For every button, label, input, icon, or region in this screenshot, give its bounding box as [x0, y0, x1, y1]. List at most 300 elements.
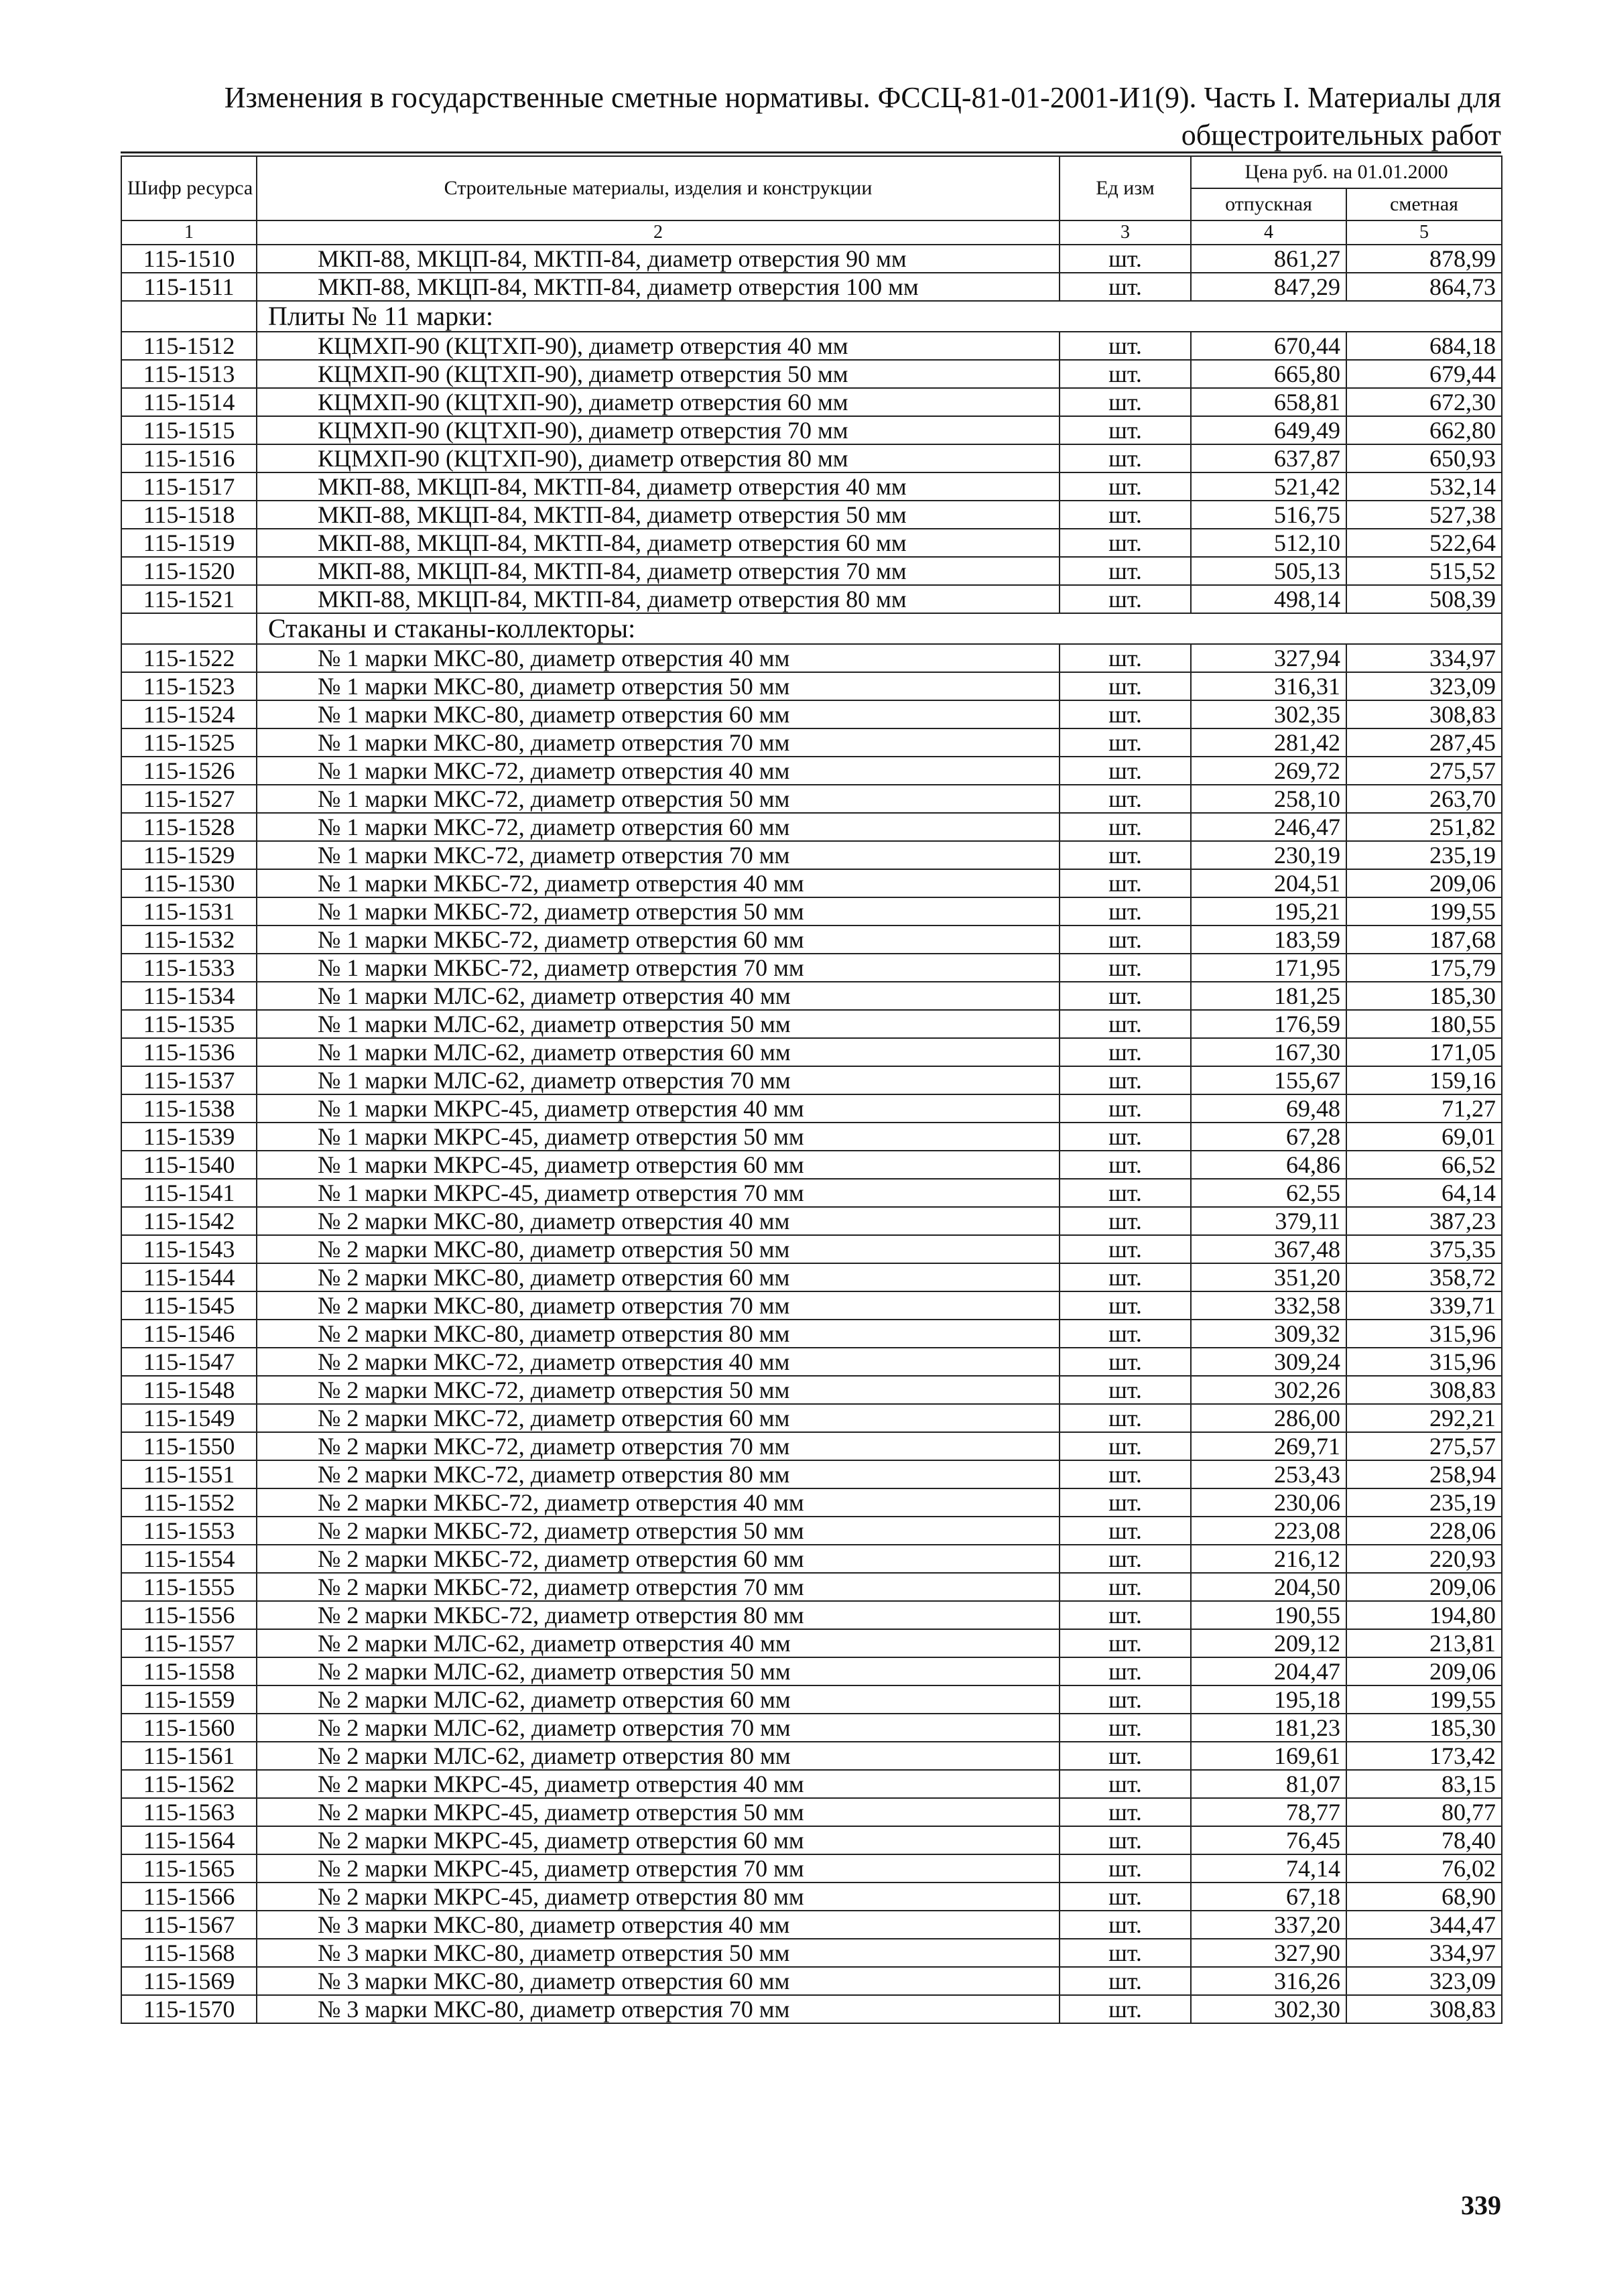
- material-name: № 1 марки МКС-72, диаметр отверстия 40 мм: [257, 757, 1060, 785]
- unit-cell: шт.: [1060, 785, 1191, 813]
- table-row: [121, 1151, 1502, 1179]
- unit-cell: шт.: [1060, 1742, 1191, 1770]
- unit-cell: шт.: [1060, 757, 1191, 785]
- estimate-price: 532,14: [1346, 472, 1502, 501]
- unit-cell: шт.: [1060, 245, 1191, 273]
- resource-code: 115-1511: [121, 273, 257, 301]
- release-price: 67,28: [1191, 1123, 1346, 1151]
- column-header-estimate: сметная: [1346, 188, 1502, 220]
- table-row: [121, 644, 1502, 672]
- unit-cell: шт.: [1060, 700, 1191, 728]
- material-name: КЦМХП-90 (КЦТХП-90), диаметр отверстия 40 мм: [257, 332, 1060, 360]
- unit-cell: шт.: [1060, 1066, 1191, 1094]
- material-name: № 1 марки МЛС-62, диаметр отверстия 40 мм: [257, 982, 1060, 1010]
- estimate-price: 199,55: [1346, 1685, 1502, 1714]
- material-name: № 3 марки МКС-80, диаметр отверстия 40 мм: [257, 1911, 1060, 1939]
- estimate-price: 375,35: [1346, 1235, 1502, 1263]
- material-name: № 1 марки МКРС-45, диаметр отверстия 60 мм: [257, 1151, 1060, 1179]
- header-line-1: Изменения в государственные сметные нормативы. ФССЦ-81-01-2001-И1(9). Часть I. Материалы для: [224, 81, 1501, 114]
- table-row: [121, 672, 1502, 700]
- resource-code: 115-1537: [121, 1066, 257, 1094]
- section-row: [121, 301, 1502, 332]
- column-number: 5: [1346, 220, 1502, 245]
- material-name: № 2 марки МКБС-72, диаметр отверстия 70 мм: [257, 1573, 1060, 1601]
- table-row: [121, 954, 1502, 982]
- unit-cell: шт.: [1060, 501, 1191, 529]
- price-table: [121, 155, 1502, 2024]
- material-name: № 2 марки МЛС-62, диаметр отверстия 70 мм: [257, 1714, 1060, 1742]
- material-name: № 2 марки МЛС-62, диаметр отверстия 40 мм: [257, 1629, 1060, 1657]
- unit-cell: шт.: [1060, 644, 1191, 672]
- table-row: [121, 728, 1502, 757]
- resource-code: 115-1570: [121, 1995, 257, 2023]
- section-title: Плиты № 11 марки:: [257, 301, 1502, 332]
- material-name: № 1 марки МЛС-62, диаметр отверстия 60 мм: [257, 1038, 1060, 1066]
- material-name: № 1 марки МКРС-45, диаметр отверстия 70 мм: [257, 1179, 1060, 1207]
- material-name: № 3 марки МКС-80, диаметр отверстия 70 мм: [257, 1995, 1060, 2023]
- unit-cell: шт.: [1060, 1573, 1191, 1601]
- resource-code: 115-1548: [121, 1376, 257, 1404]
- estimate-price: 263,70: [1346, 785, 1502, 813]
- release-price: 512,10: [1191, 529, 1346, 557]
- estimate-price: 83,15: [1346, 1770, 1502, 1798]
- release-price: 183,59: [1191, 926, 1346, 954]
- material-name: № 2 марки МКС-72, диаметр отверстия 40 мм: [257, 1348, 1060, 1376]
- unit-cell: шт.: [1060, 1094, 1191, 1123]
- unit-cell: шт.: [1060, 444, 1191, 472]
- material-name: № 2 марки МКРС-45, диаметр отверстия 70 мм: [257, 1854, 1060, 1883]
- table-row: [121, 1854, 1502, 1883]
- table-body: [121, 245, 1502, 2023]
- table-row: [121, 1432, 1502, 1460]
- estimate-price: 334,97: [1346, 644, 1502, 672]
- table-row: [121, 1967, 1502, 1995]
- release-price: 246,47: [1191, 813, 1346, 841]
- release-price: 74,14: [1191, 1854, 1346, 1883]
- release-price: 230,19: [1191, 841, 1346, 869]
- release-price: 367,48: [1191, 1235, 1346, 1263]
- estimate-price: 71,27: [1346, 1094, 1502, 1123]
- estimate-price: 235,19: [1346, 1488, 1502, 1517]
- resource-code: 115-1544: [121, 1263, 257, 1291]
- release-price: 658,81: [1191, 388, 1346, 416]
- table-row: [121, 1517, 1502, 1545]
- material-name: КЦМХП-90 (КЦТХП-90), диаметр отверстия 60 мм: [257, 388, 1060, 416]
- table-row: [121, 1995, 1502, 2023]
- material-name: МКП-88, МКЦП-84, МКТП-84, диаметр отверстия 90 мм: [257, 245, 1060, 273]
- material-name: № 2 марки МКРС-45, диаметр отверстия 80 мм: [257, 1883, 1060, 1911]
- header-rule: [121, 151, 1501, 153]
- table-row: [121, 557, 1502, 585]
- unit-cell: шт.: [1060, 672, 1191, 700]
- table-row: [121, 501, 1502, 529]
- resource-code: 115-1521: [121, 585, 257, 613]
- release-price: 302,35: [1191, 700, 1346, 728]
- release-price: 258,10: [1191, 785, 1346, 813]
- material-name: № 2 марки МКС-80, диаметр отверстия 50 мм: [257, 1235, 1060, 1263]
- resource-code: 115-1569: [121, 1967, 257, 1995]
- unit-cell: шт.: [1060, 1657, 1191, 1685]
- unit-cell: шт.: [1060, 954, 1191, 982]
- material-name: МКП-88, МКЦП-84, МКТП-84, диаметр отверстия 50 мм: [257, 501, 1060, 529]
- resource-code: 115-1561: [121, 1742, 257, 1770]
- material-name: № 1 марки МКС-72, диаметр отверстия 50 мм: [257, 785, 1060, 813]
- material-name: № 2 марки МКС-72, диаметр отверстия 50 мм: [257, 1376, 1060, 1404]
- resource-code: 115-1538: [121, 1094, 257, 1123]
- resource-code: 115-1529: [121, 841, 257, 869]
- section-code-cell: [121, 613, 257, 644]
- estimate-price: 185,30: [1346, 982, 1502, 1010]
- estimate-price: 76,02: [1346, 1854, 1502, 1883]
- table-row: [121, 1573, 1502, 1601]
- resource-code: 115-1546: [121, 1320, 257, 1348]
- estimate-price: 199,55: [1346, 897, 1502, 926]
- release-price: 337,20: [1191, 1911, 1346, 1939]
- estimate-price: 66,52: [1346, 1151, 1502, 1179]
- resource-code: 115-1564: [121, 1826, 257, 1854]
- release-price: 181,25: [1191, 982, 1346, 1010]
- column-header-release: отпускная: [1191, 188, 1346, 220]
- material-name: № 1 марки МКРС-45, диаметр отверстия 50 мм: [257, 1123, 1060, 1151]
- unit-cell: шт.: [1060, 1038, 1191, 1066]
- table-row: [121, 1376, 1502, 1404]
- resource-code: 115-1560: [121, 1714, 257, 1742]
- estimate-price: 185,30: [1346, 1714, 1502, 1742]
- unit-cell: шт.: [1060, 982, 1191, 1010]
- unit-cell: шт.: [1060, 472, 1191, 501]
- table-row: [121, 1094, 1502, 1123]
- estimate-price: 308,83: [1346, 1995, 1502, 2023]
- table-row: [121, 700, 1502, 728]
- column-header-price-group: Цена руб. на 01.01.2000: [1191, 156, 1502, 188]
- table-row: [121, 785, 1502, 813]
- release-price: 269,71: [1191, 1432, 1346, 1460]
- unit-cell: шт.: [1060, 1291, 1191, 1320]
- release-price: 332,58: [1191, 1291, 1346, 1320]
- release-price: 665,80: [1191, 360, 1346, 388]
- material-name: МКП-88, МКЦП-84, МКТП-84, диаметр отверстия 40 мм: [257, 472, 1060, 501]
- table-row: [121, 1657, 1502, 1685]
- unit-cell: шт.: [1060, 1629, 1191, 1657]
- resource-code: 115-1557: [121, 1629, 257, 1657]
- release-price: 327,90: [1191, 1939, 1346, 1967]
- table-row: [121, 1939, 1502, 1967]
- table-row: [121, 529, 1502, 557]
- unit-cell: шт.: [1060, 1263, 1191, 1291]
- material-name: № 2 марки МКРС-45, диаметр отверстия 50 мм: [257, 1798, 1060, 1826]
- estimate-price: 80,77: [1346, 1798, 1502, 1826]
- unit-cell: шт.: [1060, 1376, 1191, 1404]
- unit-cell: шт.: [1060, 897, 1191, 926]
- resource-code: 115-1558: [121, 1657, 257, 1685]
- material-name: № 2 марки МКС-80, диаметр отверстия 60 мм: [257, 1263, 1060, 1291]
- resource-code: 115-1519: [121, 529, 257, 557]
- unit-cell: шт.: [1060, 1151, 1191, 1179]
- resource-code: 115-1559: [121, 1685, 257, 1714]
- material-name: № 1 марки МКС-72, диаметр отверстия 70 мм: [257, 841, 1060, 869]
- resource-code: 115-1563: [121, 1798, 257, 1826]
- estimate-price: 672,30: [1346, 388, 1502, 416]
- resource-code: 115-1514: [121, 388, 257, 416]
- unit-cell: шт.: [1060, 1010, 1191, 1038]
- resource-code: 115-1555: [121, 1573, 257, 1601]
- estimate-price: 334,97: [1346, 1939, 1502, 1967]
- unit-cell: шт.: [1060, 1404, 1191, 1432]
- table-row: [121, 757, 1502, 785]
- estimate-price: 508,39: [1346, 585, 1502, 613]
- unit-cell: шт.: [1060, 869, 1191, 897]
- resource-code: 115-1553: [121, 1517, 257, 1545]
- release-price: 64,86: [1191, 1151, 1346, 1179]
- table-row: [121, 841, 1502, 869]
- table-row: [121, 1742, 1502, 1770]
- release-price: 309,24: [1191, 1348, 1346, 1376]
- resource-code: 115-1524: [121, 700, 257, 728]
- material-name: № 1 марки МКРС-45, диаметр отверстия 40 мм: [257, 1094, 1060, 1123]
- resource-code: 115-1518: [121, 501, 257, 529]
- material-name: № 1 марки МКС-80, диаметр отверстия 60 мм: [257, 700, 1060, 728]
- resource-code: 115-1534: [121, 982, 257, 1010]
- unit-cell: шт.: [1060, 1545, 1191, 1573]
- resource-code: 115-1547: [121, 1348, 257, 1376]
- resource-code: 115-1535: [121, 1010, 257, 1038]
- release-price: 155,67: [1191, 1066, 1346, 1094]
- table-row: [121, 472, 1502, 501]
- estimate-price: 64,14: [1346, 1179, 1502, 1207]
- material-name: № 1 марки МКБС-72, диаметр отверстия 60 мм: [257, 926, 1060, 954]
- material-name: МКП-88, МКЦП-84, МКТП-84, диаметр отверстия 80 мм: [257, 585, 1060, 613]
- estimate-price: 287,45: [1346, 728, 1502, 757]
- unit-cell: шт.: [1060, 1826, 1191, 1854]
- estimate-price: 171,05: [1346, 1038, 1502, 1066]
- resource-code: 115-1568: [121, 1939, 257, 1967]
- material-name: № 2 марки МКС-72, диаметр отверстия 60 мм: [257, 1404, 1060, 1432]
- column-header-unit: Ед изм: [1060, 156, 1191, 220]
- column-number: 4: [1191, 220, 1346, 245]
- estimate-price: 235,19: [1346, 841, 1502, 869]
- estimate-price: 527,38: [1346, 501, 1502, 529]
- estimate-price: 175,79: [1346, 954, 1502, 982]
- estimate-price: 344,47: [1346, 1911, 1502, 1939]
- estimate-price: 323,09: [1346, 1967, 1502, 1995]
- resource-code: 115-1550: [121, 1432, 257, 1460]
- release-price: 316,26: [1191, 1967, 1346, 1995]
- material-name: № 2 марки МКС-72, диаметр отверстия 70 мм: [257, 1432, 1060, 1460]
- resource-code: 115-1566: [121, 1883, 257, 1911]
- unit-cell: шт.: [1060, 273, 1191, 301]
- unit-cell: шт.: [1060, 813, 1191, 841]
- release-price: 181,23: [1191, 1714, 1346, 1742]
- estimate-price: 315,96: [1346, 1348, 1502, 1376]
- resource-code: 115-1515: [121, 416, 257, 444]
- release-price: 302,30: [1191, 1995, 1346, 2023]
- table-row: [121, 897, 1502, 926]
- material-name: № 2 марки МКРС-45, диаметр отверстия 40 мм: [257, 1770, 1060, 1798]
- estimate-price: 173,42: [1346, 1742, 1502, 1770]
- estimate-price: 69,01: [1346, 1123, 1502, 1151]
- unit-cell: шт.: [1060, 1911, 1191, 1939]
- resource-code: 115-1517: [121, 472, 257, 501]
- release-price: 69,48: [1191, 1094, 1346, 1123]
- table-row: [121, 360, 1502, 388]
- release-price: 195,21: [1191, 897, 1346, 926]
- estimate-price: 194,80: [1346, 1601, 1502, 1629]
- table-row: [121, 1066, 1502, 1094]
- estimate-price: 258,94: [1346, 1460, 1502, 1488]
- resource-code: 115-1565: [121, 1854, 257, 1883]
- resource-code: 115-1512: [121, 332, 257, 360]
- table-row: [121, 926, 1502, 954]
- estimate-price: 78,40: [1346, 1826, 1502, 1854]
- release-price: 204,50: [1191, 1573, 1346, 1601]
- unit-cell: шт.: [1060, 728, 1191, 757]
- table-row: [121, 585, 1502, 613]
- estimate-price: 187,68: [1346, 926, 1502, 954]
- unit-cell: шт.: [1060, 529, 1191, 557]
- material-name: МКП-88, МКЦП-84, МКТП-84, диаметр отверстия 100 мм: [257, 273, 1060, 301]
- unit-cell: шт.: [1060, 1685, 1191, 1714]
- unit-cell: шт.: [1060, 1770, 1191, 1798]
- resource-code: 115-1528: [121, 813, 257, 841]
- material-name: № 2 марки МКБС-72, диаметр отверстия 50 мм: [257, 1517, 1060, 1545]
- column-number: 1: [121, 220, 257, 245]
- table-row: [121, 1714, 1502, 1742]
- release-price: 190,55: [1191, 1601, 1346, 1629]
- estimate-price: 220,93: [1346, 1545, 1502, 1573]
- resource-code: 115-1520: [121, 557, 257, 585]
- unit-cell: шт.: [1060, 1939, 1191, 1967]
- material-name: № 2 марки МЛС-62, диаметр отверстия 80 мм: [257, 1742, 1060, 1770]
- resource-code: 115-1532: [121, 926, 257, 954]
- column-number: 3: [1060, 220, 1191, 245]
- resource-code: 115-1562: [121, 1770, 257, 1798]
- estimate-price: 308,83: [1346, 1376, 1502, 1404]
- release-price: 169,61: [1191, 1742, 1346, 1770]
- resource-code: 115-1536: [121, 1038, 257, 1066]
- release-price: 302,26: [1191, 1376, 1346, 1404]
- table-row: [121, 1320, 1502, 1348]
- release-price: 498,14: [1191, 585, 1346, 613]
- unit-cell: шт.: [1060, 1798, 1191, 1826]
- estimate-price: 209,06: [1346, 1657, 1502, 1685]
- material-name: № 2 марки МКБС-72, диаметр отверстия 60 мм: [257, 1545, 1060, 1573]
- unit-cell: шт.: [1060, 1967, 1191, 1995]
- material-name: КЦМХП-90 (КЦТХП-90), диаметр отверстия 80 мм: [257, 444, 1060, 472]
- release-price: 230,06: [1191, 1488, 1346, 1517]
- release-price: 78,77: [1191, 1798, 1346, 1826]
- release-price: 505,13: [1191, 557, 1346, 585]
- resource-code: 115-1542: [121, 1207, 257, 1235]
- unit-cell: шт.: [1060, 360, 1191, 388]
- table-row: [121, 1545, 1502, 1573]
- estimate-price: 387,23: [1346, 1207, 1502, 1235]
- resource-code: 115-1540: [121, 1151, 257, 1179]
- estimate-price: 315,96: [1346, 1320, 1502, 1348]
- release-price: 76,45: [1191, 1826, 1346, 1854]
- unit-cell: шт.: [1060, 1714, 1191, 1742]
- resource-code: 115-1554: [121, 1545, 257, 1573]
- unit-cell: шт.: [1060, 1348, 1191, 1376]
- release-price: 176,59: [1191, 1010, 1346, 1038]
- material-name: № 2 марки МЛС-62, диаметр отверстия 60 мм: [257, 1685, 1060, 1714]
- unit-cell: шт.: [1060, 1488, 1191, 1517]
- material-name: № 1 марки МЛС-62, диаметр отверстия 70 мм: [257, 1066, 1060, 1094]
- estimate-price: 68,90: [1346, 1883, 1502, 1911]
- material-name: № 3 марки МКС-80, диаметр отверстия 60 мм: [257, 1967, 1060, 1995]
- table-row: [121, 273, 1502, 301]
- material-name: № 3 марки МКС-80, диаметр отверстия 50 мм: [257, 1939, 1060, 1967]
- release-price: 204,51: [1191, 869, 1346, 897]
- unit-cell: шт.: [1060, 1995, 1191, 2023]
- resource-code: 115-1516: [121, 444, 257, 472]
- release-price: 286,00: [1191, 1404, 1346, 1432]
- table-row: [121, 1770, 1502, 1798]
- unit-cell: шт.: [1060, 388, 1191, 416]
- table-row: [121, 1179, 1502, 1207]
- material-name: № 2 марки МКБС-72, диаметр отверстия 40 мм: [257, 1488, 1060, 1517]
- material-name: № 2 марки МКС-80, диаметр отверстия 70 мм: [257, 1291, 1060, 1320]
- release-price: 209,12: [1191, 1629, 1346, 1657]
- resource-code: 115-1567: [121, 1911, 257, 1939]
- estimate-price: 308,83: [1346, 700, 1502, 728]
- table-row: [121, 1123, 1502, 1151]
- table-row: [121, 332, 1502, 360]
- unit-cell: шт.: [1060, 1460, 1191, 1488]
- resource-code: 115-1530: [121, 869, 257, 897]
- estimate-price: 209,06: [1346, 869, 1502, 897]
- estimate-price: 662,80: [1346, 416, 1502, 444]
- resource-code: 115-1523: [121, 672, 257, 700]
- estimate-price: 275,57: [1346, 757, 1502, 785]
- material-name: № 1 марки МКС-80, диаметр отверстия 40 мм: [257, 644, 1060, 672]
- unit-cell: шт.: [1060, 1320, 1191, 1348]
- release-price: 253,43: [1191, 1460, 1346, 1488]
- resource-code: 115-1549: [121, 1404, 257, 1432]
- material-name: № 2 марки МКРС-45, диаметр отверстия 60 мм: [257, 1826, 1060, 1854]
- estimate-price: 515,52: [1346, 557, 1502, 585]
- release-price: 316,31: [1191, 672, 1346, 700]
- table-row: [121, 1348, 1502, 1376]
- material-name: МКП-88, МКЦП-84, МКТП-84, диаметр отверстия 60 мм: [257, 529, 1060, 557]
- release-price: 516,75: [1191, 501, 1346, 529]
- release-price: 204,47: [1191, 1657, 1346, 1685]
- unit-cell: шт.: [1060, 332, 1191, 360]
- unit-cell: шт.: [1060, 841, 1191, 869]
- unit-cell: шт.: [1060, 416, 1191, 444]
- release-price: 195,18: [1191, 1685, 1346, 1714]
- resource-code: 115-1533: [121, 954, 257, 982]
- resource-code: 115-1541: [121, 1179, 257, 1207]
- table-row: [121, 388, 1502, 416]
- estimate-price: 209,06: [1346, 1573, 1502, 1601]
- material-name: № 2 марки МКС-72, диаметр отверстия 80 мм: [257, 1460, 1060, 1488]
- table-row: [121, 1911, 1502, 1939]
- resource-code: 115-1539: [121, 1123, 257, 1151]
- table-row: [121, 813, 1502, 841]
- estimate-price: 679,44: [1346, 360, 1502, 388]
- header-line-2: общестроительных работ: [1181, 119, 1501, 151]
- table-row: [121, 1488, 1502, 1517]
- unit-cell: шт.: [1060, 1601, 1191, 1629]
- release-price: 167,30: [1191, 1038, 1346, 1066]
- material-name: № 1 марки МКС-72, диаметр отверстия 60 мм: [257, 813, 1060, 841]
- unit-cell: шт.: [1060, 1179, 1191, 1207]
- release-price: 223,08: [1191, 1517, 1346, 1545]
- unit-cell: шт.: [1060, 926, 1191, 954]
- section-title: Стаканы и стаканы-коллекторы:: [257, 613, 1502, 644]
- estimate-price: 684,18: [1346, 332, 1502, 360]
- table-row: [121, 1207, 1502, 1235]
